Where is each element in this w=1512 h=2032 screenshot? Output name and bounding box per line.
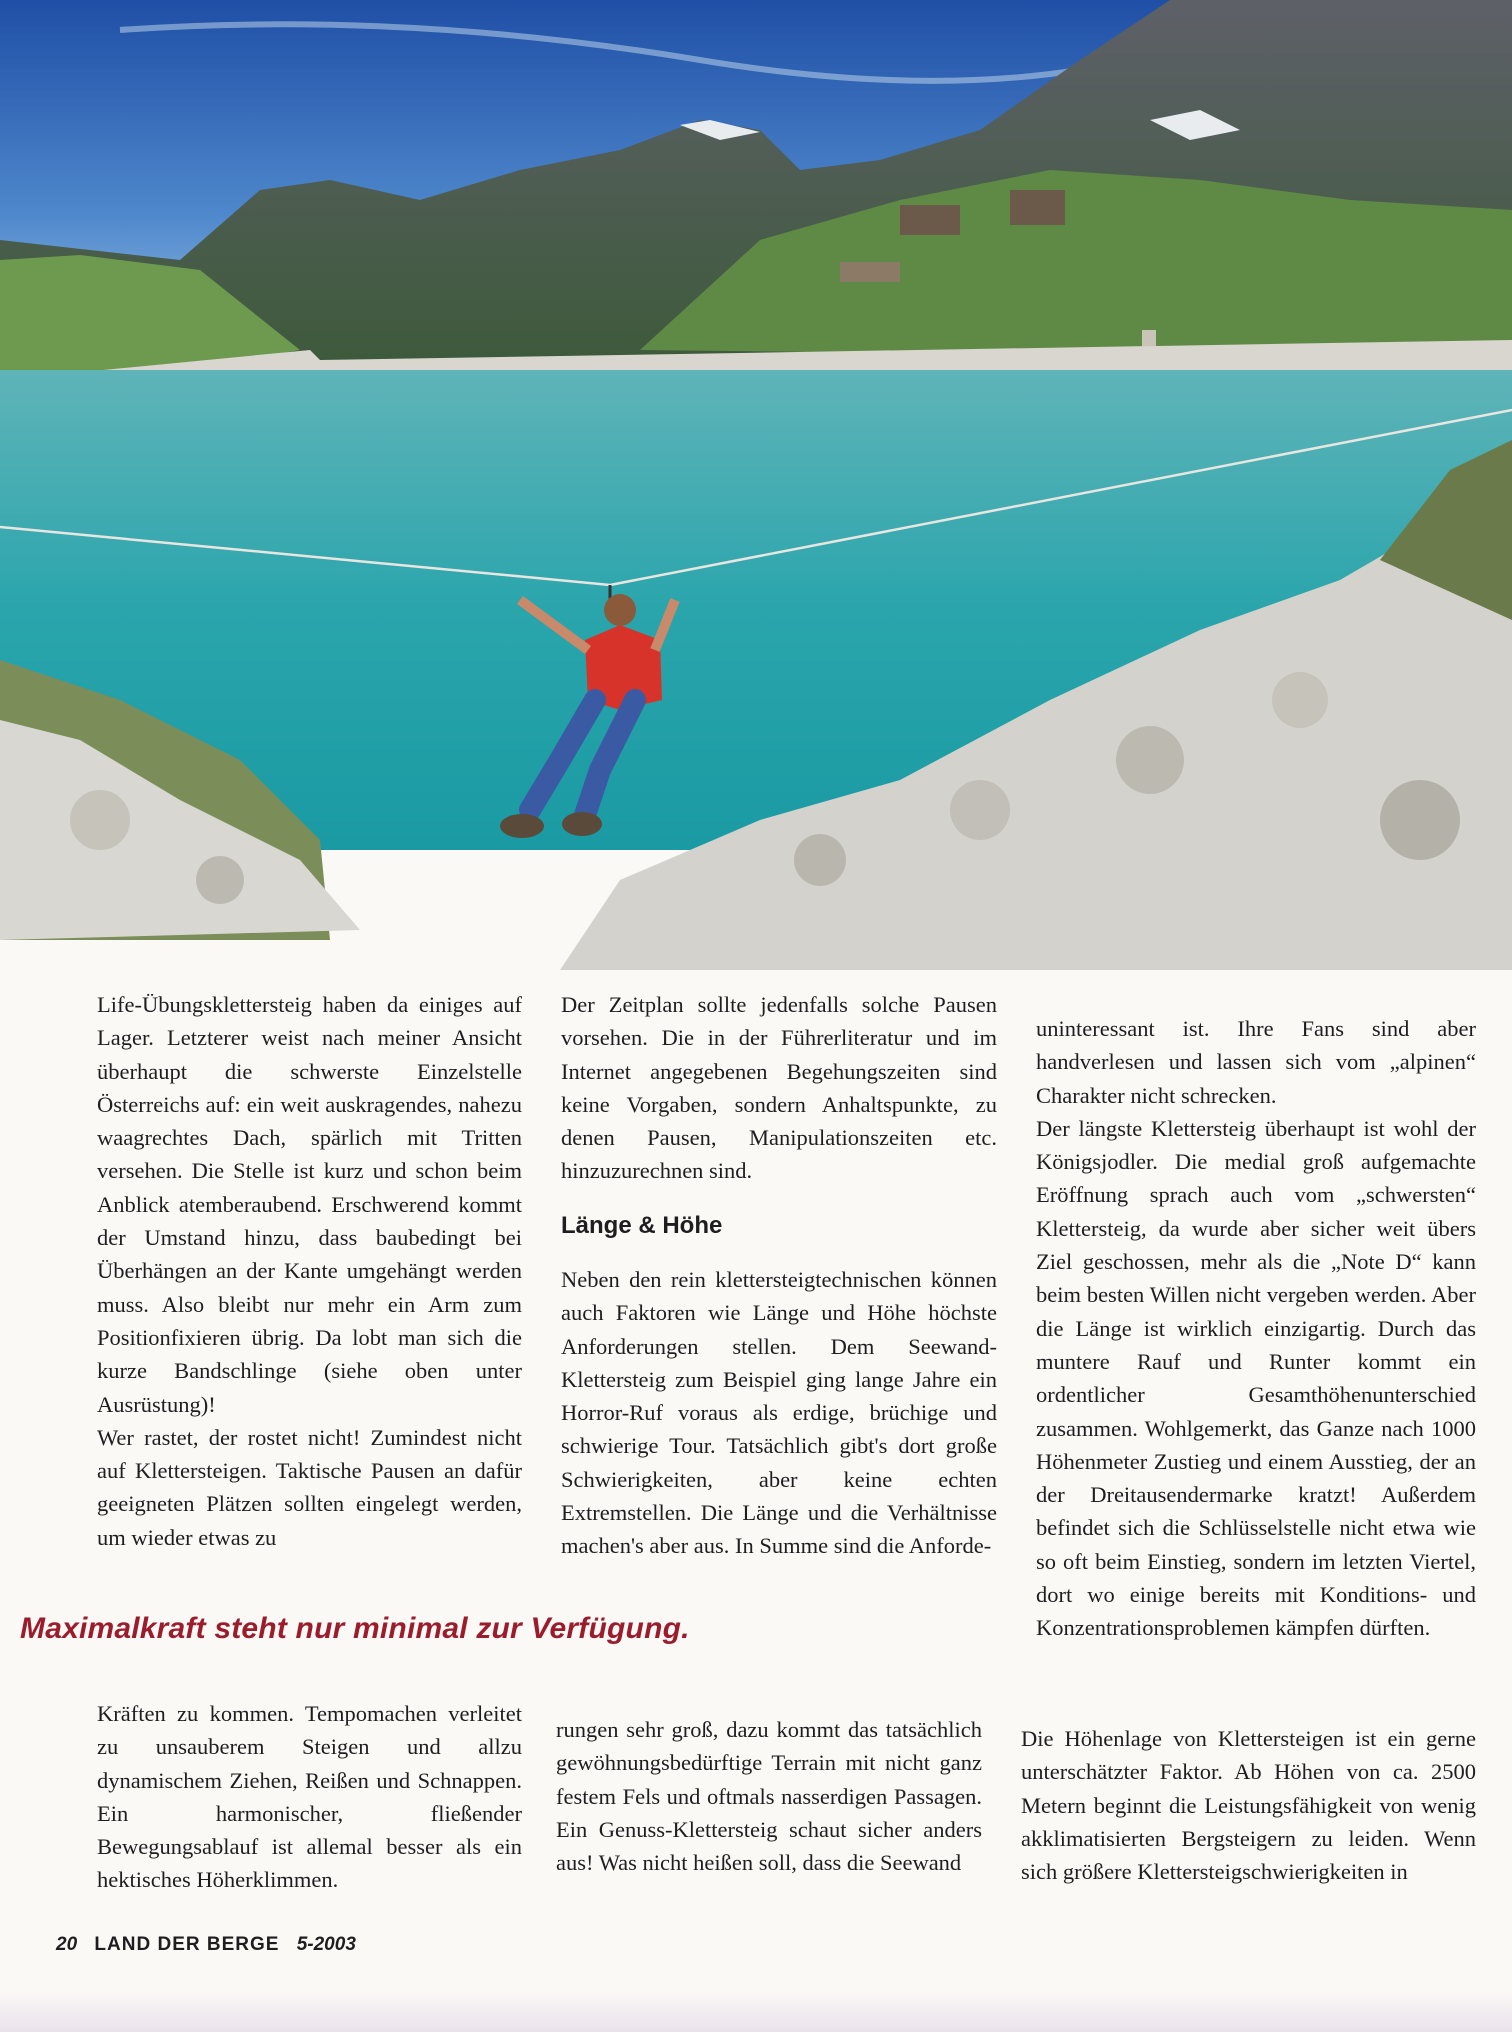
section-heading: Länge & Höhe xyxy=(561,1212,723,1239)
paragraph: Der längste Klettersteig überhaupt ist wohl der Königsjodler. Die medial groß aufgemachte Eröffnung sprach auch vom „schwersten“ Klettersteig, da wurde aber sicher weit übers Ziel geschossen, mehr als die „Note D“ kann beim besten Willen nicht vergeben werden. Aber die Länge ist wirklich einzigartig. Durch das muntere Rauf und Runter kommt ein ordentlicher Gesamthöhenunterschied zusammen. Wohlgemerkt, das Ganze nach 1000 Höhenmeter Zustieg und einem Ausstieg, der an der Dreitausendermarke kratzt! Außerdem befindet sich die Schlüsselstelle nicht etwa wie so oft beim Einstieg, sondern im letzten Viertel, dort wo einige bereits mit Konditions- und Konzentrationsproblemen kämpfen dürften. xyxy=(1036,1115,1476,1641)
page-footer xyxy=(56,1934,368,1956)
paragraph: Der Zeitplan sollte jedenfalls solche Pausen vorsehen. Die in der Führerliteratur und im Internet angegebenen Begehungszeiten sind keine Vorgaben, sondern Anhaltspunkte, zu denen Pausen, Manipulationszeiten etc. hinzuzurechnen sind. xyxy=(561,992,997,1184)
column-3-top xyxy=(1036,1012,1476,1645)
pull-quote: Maximalkraft steht nur minimal zur Verfügung. xyxy=(20,1612,690,1645)
page-edge xyxy=(0,1990,1512,2032)
paragraph: rungen sehr groß, dazu kommt das tatsächlich gewöhnungsbedürftige Terrain mit nicht ganz festem Fels und oftmals nasserdigen Passagen. Ein Genuss-Klettersteig schaut sicher anders aus! Was nicht heißen soll, dass die Seewand xyxy=(556,1717,982,1876)
paragraph: Neben den rein klettersteigtechnischen können auch Faktoren wie Länge und Höhe höchste Anforderungen stellen. Dem Seewand-Klettersteig zum Beispiel ging lange Jahre ein Horror-Ruf voraus als erdige, brüchige und schwierige Tour. Tatsächlich gibt's dort große Schwierigkeiten, aber keine echten Extremstellen. Die Länge und die Verhältnisse machen's aber aus. In Summe sind die Anforde- xyxy=(561,1267,997,1559)
zipline-photo xyxy=(0,0,1512,970)
page-number: 20 xyxy=(56,1934,78,1955)
magazine-name: LAND DER BERGE xyxy=(94,1934,280,1955)
column-2-top xyxy=(561,988,997,1208)
paragraph: Die Höhenlage von Klettersteigen ist ein gerne unterschätzter Faktor. Ab Höhen von ca. 2500 Metern beginnt die Leistungsfähigkeit von wenig akklimatisierten Bergsteigern zu leiden. Wenn sich größere Klettersteigschwierigkeiten in xyxy=(1021,1726,1476,1885)
paragraph: Kräften zu kommen. Tempomachen verleitet zu unsauberem Steigen und allzu dynamischem Ziehen, Reißen und Schnappen. Ein harmonischer, fließender Bewegungsablauf ist allemal besser als ein hektisches Höherklimmen. xyxy=(97,1701,522,1893)
column-2-bottom xyxy=(556,1713,982,1879)
column-1-top xyxy=(97,988,522,1554)
column-3-bottom xyxy=(1021,1722,1476,1888)
paragraph: Life-Übungsklettersteig haben da einiges auf Lager. Letzterer weist nach meiner Ansicht überhaupt die schwerste Einzelstelle Österreichs auf: ein weit auskragendes, nahezu waagrechtes Dach, spärlich mit Tritten versehen. Die Stelle ist kurz und schon beim Anblick atemberaubend. Erschwerend kommt der Umstand hinzu, dass baubedingt bei Überhängen an der Kante umgehängt werden muss. Also bleibt nur mehr ein Arm zum Positionfixieren übrig. Da lobt man sich die kurze Bandschlinge (siehe oben unter Ausrüstung)! xyxy=(97,992,522,1417)
paragraph: Wer rastet, der rostet nicht! Zumindest nicht auf Klettersteigen. Taktische Pausen an dafür geeigneten Plätzen sollten eingelegt werden, um wieder etwas zu xyxy=(97,1424,522,1550)
paragraph: uninteressant ist. Ihre Fans sind aber handverlesen und lassen sich vom „alpinen“ Charakter nicht schrecken. xyxy=(1036,1016,1476,1108)
issue-number: 5-2003 xyxy=(296,1934,356,1955)
column-2-body xyxy=(561,1263,997,1563)
column-1-bottom xyxy=(97,1697,522,1897)
